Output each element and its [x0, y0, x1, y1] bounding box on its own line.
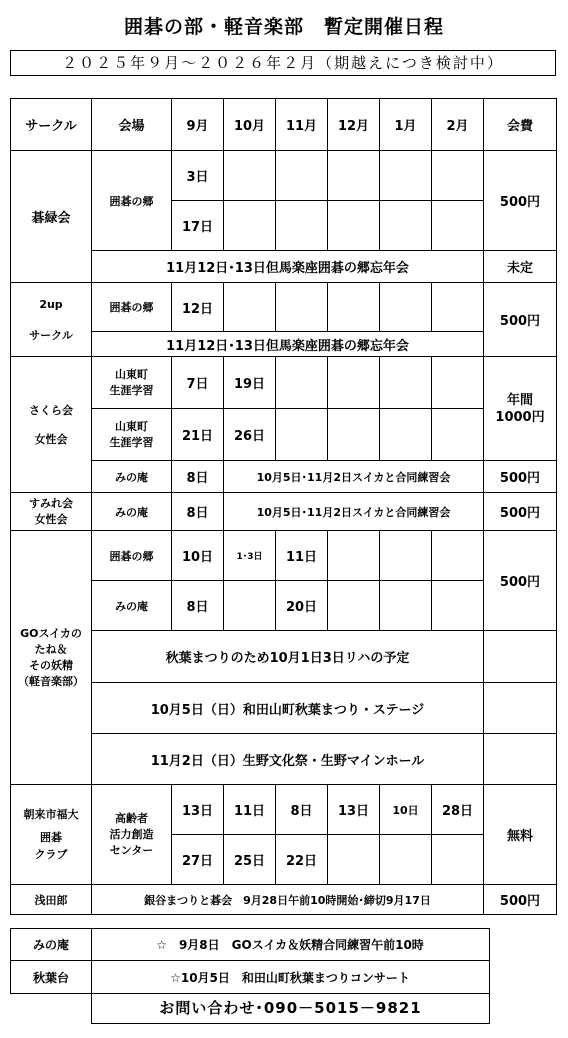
date-cell: 22日 — [276, 835, 328, 885]
schedule-table — [10, 98, 557, 915]
header-sep: 9月 — [172, 99, 224, 151]
venue-mino-an: みの庵 — [92, 461, 172, 493]
venue-igo-no-sato: 囲碁の郷 — [92, 151, 172, 251]
table-row — [11, 581, 557, 631]
event-note: 10月5日･11月2日スイカと合同練習会 — [224, 493, 484, 531]
header-nov: 11月 — [276, 99, 328, 151]
venue-santo-lifelong: 山東町 生涯学習 — [92, 357, 172, 409]
header-fee: 会費 — [484, 99, 557, 151]
table-row — [11, 332, 557, 357]
venue-mino-an: みの庵 — [92, 493, 172, 531]
date-cell: 13日 — [328, 785, 380, 835]
venue-igo-no-sato: 囲碁の郷 — [92, 531, 172, 581]
table-row — [11, 885, 557, 915]
header-dec: 12月 — [328, 99, 380, 151]
circle-kiryokukai: 碁緑会 — [11, 151, 92, 283]
footer-akiba-row — [10, 961, 490, 994]
table-row — [11, 493, 557, 531]
circle-asada: 浅田郎 — [11, 885, 92, 915]
fee-cell: 500円 — [484, 151, 557, 251]
date-cell: 7日 — [172, 357, 224, 409]
table-header-row — [11, 99, 557, 151]
date-cell: 10日 — [172, 531, 224, 581]
date-cell: 27日 — [172, 835, 224, 885]
header-venue: 会場 — [92, 99, 172, 151]
date-cell: 11日 — [224, 785, 276, 835]
header-feb: 2月 — [432, 99, 484, 151]
date-cell: 26日 — [224, 409, 276, 461]
table-row — [11, 409, 557, 461]
header-oct: 10月 — [224, 99, 276, 151]
fee-cell: 500円 — [484, 885, 557, 915]
fee-cell: 年間 1000円 — [484, 357, 557, 461]
event-note: 10月5日（日）和田山町秋葉まつり・ステージ — [92, 683, 484, 734]
venue-elderly-center: 高齢者 活力創造 センター — [92, 785, 172, 885]
date-cell: 3日 — [172, 151, 224, 201]
date-cell: 8日 — [172, 581, 224, 631]
event-note: 11月12日･13日但馬楽座囲碁の郷忘年会 — [92, 332, 484, 357]
table-row — [11, 251, 557, 283]
date-cell: 12日 — [172, 283, 224, 332]
circle-go-suika: GOスイカの たね＆ その妖精 （軽音楽部） — [11, 531, 92, 785]
date-cell: 17日 — [172, 201, 224, 251]
footer-mino-an-row — [10, 928, 490, 961]
table-row — [11, 283, 557, 332]
fee-cell: 500円 — [484, 283, 557, 357]
footer-text: ☆10月5日 和田山町秋葉まつりコンサート — [170, 970, 410, 985]
event-note: 11月12日･13日但馬楽座囲碁の郷忘年会 — [92, 251, 484, 283]
fee-cell: 未定 — [484, 251, 557, 283]
date-cell: 25日 — [224, 835, 276, 885]
event-note: 秋葉まつりのため10月1日3日リハの予定 — [92, 631, 484, 683]
circle-sumire: すみれ会 女性会 — [11, 493, 92, 531]
fee-cell: 無料 — [484, 785, 557, 885]
header-circle: サークル — [11, 99, 92, 151]
event-note: 11月2日（日）生野文化祭・生野マインホール — [92, 734, 484, 785]
table-row — [11, 683, 557, 734]
circle-asago-fukudai: 朝来市福大 囲碁 クラブ — [11, 785, 92, 885]
table-row — [11, 357, 557, 409]
event-note: 10月5日･11月2日スイカと合同練習会 — [224, 461, 484, 493]
table-row — [11, 151, 557, 201]
date-cell: 8日 — [172, 493, 224, 531]
contact-info: お問い合わせ･090－5015－9821 — [91, 994, 490, 1024]
table-row — [11, 734, 557, 785]
venue-santo-lifelong: 山東町 生涯学習 — [92, 409, 172, 461]
period-subtitle: ２０２５年９月～２０２６年２月（期越えにつき検討中） — [10, 50, 556, 76]
table-row — [11, 631, 557, 683]
event-note: 銀谷まつりと碁会 9月28日午前10時開始･締切9月17日 — [92, 885, 484, 915]
date-cell: 11日 — [276, 531, 328, 581]
fee-cell: 500円 — [484, 531, 557, 631]
header-jan: 1月 — [380, 99, 432, 151]
table-row — [11, 785, 557, 835]
date-cell: 20日 — [276, 581, 328, 631]
footer-text: ☆ 9月8日 GOスイカ＆妖精合同練習午前10時 — [156, 938, 424, 952]
page-title: 囲碁の部・軽音楽部 暫定開催日程 — [123, 16, 444, 38]
date-cell: 10日 — [380, 785, 432, 835]
circle-sakura: さくら会 女性会 — [11, 357, 92, 493]
footer-label: 秋葉台 — [11, 961, 92, 993]
fee-cell: 500円 — [484, 493, 557, 531]
date-cell: 1･3日 — [224, 531, 276, 581]
venue-mino-an: みの庵 — [92, 581, 172, 631]
date-cell: 8日 — [276, 785, 328, 835]
table-row — [11, 531, 557, 581]
date-cell: 19日 — [224, 357, 276, 409]
circle-2up: 2up サークル — [11, 283, 92, 357]
venue-igo-no-sato: 囲碁の郷 — [92, 283, 172, 332]
date-cell: 21日 — [172, 409, 224, 461]
date-cell: 8日 — [172, 461, 224, 493]
table-row — [11, 461, 557, 493]
date-cell: 28日 — [432, 785, 484, 835]
fee-cell: 500円 — [484, 461, 557, 493]
date-cell: 13日 — [172, 785, 224, 835]
footer-label: みの庵 — [11, 929, 92, 960]
